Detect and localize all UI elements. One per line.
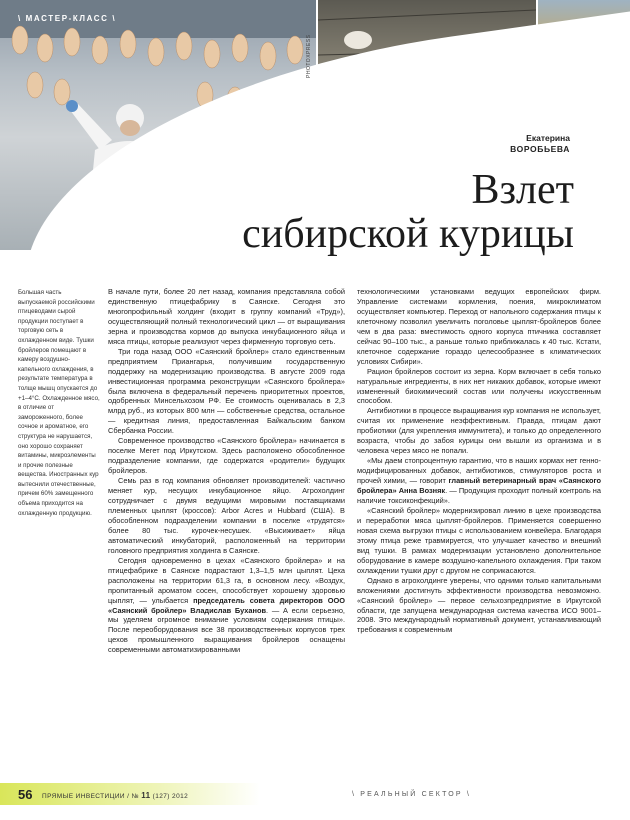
author-byline bbox=[510, 133, 570, 155]
paragraph: «Саянский бройлер» модернизировал линию в цехе производства и переработки мяса цыплят-бройлеров. Применяется совершенно новая схема выгрузки птицы с использованием конвейера. Благодаря этому птица реже травмируется, что улучшает качество и внешний вид тушки. В рамках модернизации установлено дополнительное оборудование в камере воздушно-капельного охлаждения. При таком охлаждении тушки друг с другом не соприкасаются. bbox=[357, 505, 601, 575]
footer-section: \ РЕАЛЬНЫЙ СЕКТОР \ bbox=[352, 791, 472, 798]
title-line-2: сибирской курицы bbox=[242, 211, 574, 257]
journal-name bbox=[42, 791, 188, 800]
paragraph: В начале пути, более 20 лет назад, компания представляла собой единственную птицефабрику в Саянске. Сегодня это многопрофильный холдинг (входит в группу компаний «Труд»), осуществляющий полный технологический цикл — от выращивания зерна и производства кормов до выпуска инкубационного яйца и мяса птицы, которые реализуют через фирменную торговую сеть. bbox=[108, 287, 345, 346]
paragraph: Антибиотики в процессе выращивания кур компания не использует, считая их применение неэффективным. Правда, птицам дают пробиотики (для укрепления иммунитета), и только до определенного возраста, чтобы до забоя курицы они вышли из организма и в человека через мясо не попали. bbox=[357, 406, 601, 456]
paragraph: Однако в агрохолдинге уверены, что одними только капитальными вложениями достигнуть эффективности производства невозможно. «Саянский бройлер» — первое сельхозпредприятие в Иркутской области, где запущена международная система качества ИСО 9001–2008. Это международный нормативный документ, устанавливающий требования к современным bbox=[357, 575, 601, 635]
text-span: Сегодня одновременно в цехах «Саянского бройлера» и на птицефабрике в Саянске подрастают 1,3–1,5 млн цыплят. Цеха расположены на территории 61,3 га, в основном лесу. «Воздух, пропитанный ароматом сосен, способствует хорошему здоровью цыплят, — улыбается bbox=[108, 555, 345, 605]
page-footer bbox=[0, 783, 630, 805]
paragraph bbox=[108, 556, 345, 656]
article-title bbox=[242, 168, 574, 256]
paragraph: Семь раз в год компания обновляет производителей: частично меняет кур, несущих инкубационное яйцо. Агрохолдинг сотрудничает с двумя ведущими мировыми поставщиками племенных цыплят (кроссов): Arbor Acres и Hubbard (США). В обособленном подразделении компании в поселке «трудятся» более 80 тыс. курочек-несушек. «Высиживает» яйца автоматический инкубаторий, расположенный на территории головного предприятия холдинга в Саянске. bbox=[108, 476, 345, 555]
journal-title: ПРЯМЫЕ ИНВЕСТИЦИИ / № bbox=[42, 793, 139, 800]
article-column-2 bbox=[357, 287, 601, 635]
article-column-1 bbox=[108, 287, 345, 655]
photo-credit: PHOTOXPRESS bbox=[306, 34, 312, 78]
paragraph: Рацион бройлеров состоит из зерна. Корм включает в себя только натуральные ингредиенты, в них нет никаких добавок, которые имеют измененный биохимический состав или получены искусственным способом. bbox=[357, 366, 601, 406]
page-number: 56 bbox=[18, 787, 33, 802]
quote-attribution: главный ветеринарный врач «Саянского бройлера» Анна Возняк bbox=[357, 476, 601, 496]
paragraph: Три года назад ООО «Саянский бройлер» стало единственным предприятием Приангарья, получившим государственную поддержку на модернизацию производства. В августе 2009 года инвестиционная программа реконструкции «Саянского бройлера» была включена в федеральный перечень приоритетных проектов, одобренных Минсельхозом РФ. Ее стоимость оценивалась в 2,3 млрд руб., из которых 800 млн — собственные средства, остальное — кредитная линия, предоставленная Байкальским банком Сбербанка России. bbox=[108, 346, 345, 436]
paragraph: Современное производство «Саянского бройлера» начинается в поселке Мегет под Иркутском. Здесь расположено обособленное подразделение компании, где содержатся «родители» будущих бройлеров. bbox=[108, 436, 345, 476]
quote-attribution: председатель совета директоров ООО «Саянский бройлер» Владислав Буханов bbox=[108, 595, 345, 615]
text-span: . — А если серьезно, мы уделяем огромное внимание условиям содержания птицы». После переоборудования все 38 производственных корпусов трех цехов промышленного выращивания бройлеров оснащены современными автоматизированными bbox=[108, 605, 345, 655]
author-first-name: Екатерина bbox=[526, 133, 570, 143]
paragraph: технологическими установками ведущих европейских фирм. Управление системами кормления, поения, микроклиматом осуществляет компьютер. Переход от напольного содержания птицы к клеточному позволил увеличить поголовье цыплят-бройлеров более чем в два раза: вместимость одного корпуса птичника составляет сейчас 90–100 тыс., а раньше только приближалась к 40 тыс. Кстати, клеточное содержание гораздо целесообразнее в климатических условиях Сибири». bbox=[357, 287, 601, 366]
issue-details: (127) 2012 bbox=[152, 793, 189, 800]
title-line-1: Взлет bbox=[471, 167, 574, 213]
paragraph bbox=[357, 456, 601, 506]
section-tag: \ МАСТЕР-КЛАСС \ bbox=[18, 14, 117, 23]
issue-number: 11 bbox=[141, 791, 151, 800]
text-span: . — Продукция проходит полный контроль на наличие токсиконфекций». bbox=[357, 486, 601, 506]
sidebar-note: Большая часть выпускаемой российскими птицеводами сырой продукции поступает в торговую сеть в охлажденном виде. Тушки бройлеров помещают в камеру воздушно-капельного охлаждения, в результате температура в толще мышц опускается до +1–4°С. Охлажденное мясо, в отличие от замороженного, более сочное и ароматное, его структура не нарушается, оно хорошо сохраняет витамины, микроэлементы и прочие полезные вещества. Иностранных кур вытеснили отечественные, причем 60% замещенного объема приходится на охлажденную продукцию. bbox=[18, 289, 100, 517]
text-span: «Мы даем стопроцентную гарантию, что в наших кормах нет генно-модифицированных добавок, антибиотиков, стимуляторов роста и прочей химии, — говорит bbox=[357, 456, 601, 486]
author-last-name: ВОРОБЬЕВА bbox=[510, 144, 570, 154]
